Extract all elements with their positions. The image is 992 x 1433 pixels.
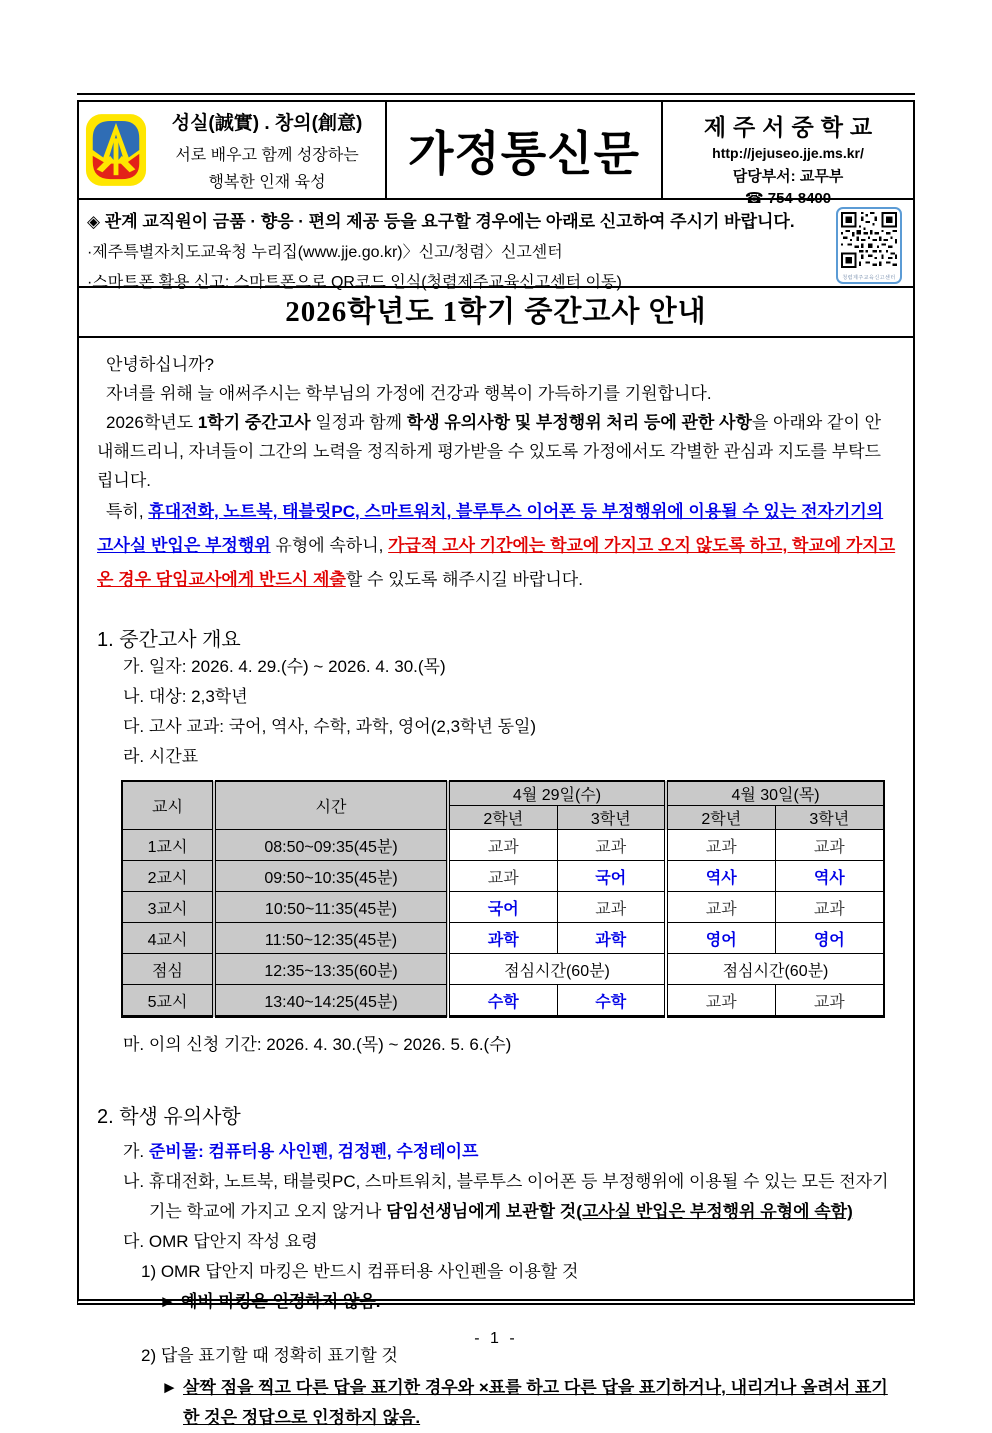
newsletter-page (77, 93, 915, 1427)
table-row (122, 892, 884, 923)
qr-caption: 청렴제주교육신고센터 (842, 275, 896, 281)
table-header-row (122, 781, 884, 806)
col-header-day2: 4월 30일(목) (666, 781, 884, 806)
intro-paragraph (97, 408, 897, 495)
timetable-cell: 점심시간(60분) (448, 954, 666, 985)
timetable-cell: 과학 (448, 923, 557, 954)
timetable-cell: 1교시 (122, 830, 214, 861)
report-notice-line-3: ·스마트폰 활용 신고: 스마트폰으로 QR코드 인식(청렴제주교육신고센터 이동) (87, 274, 622, 291)
warning-seg-4: 가급적 고사 기간에는 학교에 가지고 오지 않도록 하고, 학교에 가지고 온 경우 담임교사에게 반드시 제출 (97, 536, 896, 589)
warning-seg-3: 유형에 속하니, (270, 536, 389, 555)
document-title: 2026학년도 1학기 중간고사 안내 (77, 288, 915, 338)
timetable-cell: 교과 (666, 892, 775, 923)
intro-seg-4: 학생 유의사항 및 부정행위 처리 등에 관한 사항 (406, 413, 752, 432)
table-row (122, 861, 884, 892)
school-logo-icon (85, 113, 147, 187)
omr-note-2-text: 살짝 점을 찍고 다른 답을 표기한 경우와 ×표를 하고 다른 답을 표기하거나, 내리거나 올려서 표기한 것은 정답으로 인정하지 않음. (183, 1378, 888, 1427)
table-row (122, 985, 884, 1017)
omr-note-2 (97, 1373, 897, 1433)
table-row (122, 923, 884, 954)
exam-timetable (121, 780, 885, 1018)
timetable-cell: 과학 (557, 923, 666, 954)
motto-line-3: 행복한 인재 육성 (208, 174, 326, 191)
school-name: 제주서중학교 (703, 114, 880, 140)
col-header-period: 교시 (122, 781, 214, 830)
timetable-cell: 11:50~12:35(45분) (214, 923, 448, 954)
devices-seg-2: 담임선생님에게 보관할 것 (386, 1202, 577, 1221)
header-left-cell (79, 102, 387, 198)
timetable-cell: 교과 (775, 892, 884, 923)
section-2-item-devices (97, 1167, 897, 1227)
report-notice-line-2: ·제주특별자치도교육청 누리집(www.jje.go.kr)〉신고/청렴〉신고센터 (87, 244, 563, 261)
section-1-item-target: 나. 대상: 2,3학년 (123, 687, 248, 706)
table-row-lunch (122, 954, 884, 985)
phone-number: ☎ 754-8400 (744, 190, 832, 207)
header-right-cell (663, 102, 913, 207)
supplies-text: 준비물: 컴퓨터용 사인펜, 검정펜, 수정테이프 (148, 1142, 479, 1161)
greeting: 안녕하십니까? (106, 355, 214, 374)
main-content (77, 338, 915, 1427)
section-1-heading: 1. 중간고사 개요 (97, 629, 241, 651)
intro-seg-5: 을 아래와 같이 안내해드리니, 자녀들이 그간의 노력을 정직하게 평가받을 수 있도록 가정에서도 각별한 관심과 지도를 부탁드립니다. (97, 413, 882, 490)
section-1-item-objection: 마. 이의 신청 기간: 2026. 4. 30.(목) ~ 2026. 5. 6.(수) (123, 1035, 512, 1054)
department-label: 담당부서: 교무부 (732, 168, 844, 185)
section-2-item-supplies (97, 1137, 897, 1167)
col-header-grade2: 2학년 (666, 806, 775, 830)
item-ga-prefix: 가. (123, 1142, 149, 1161)
timetable-cell: 08:50~09:35(45분) (214, 830, 448, 861)
timetable-cell: 역사 (666, 861, 775, 892)
timetable-cell: 국어 (557, 861, 666, 892)
intro-blessing: 자녀를 위해 늘 애써주시는 학부님의 가정에 건강과 행복이 가득하기를 기원합니다. (106, 384, 712, 403)
intro-seg-2: 1학기 중간고사 (197, 413, 311, 432)
intro-seg-3: 일정과 함께 (310, 413, 407, 432)
warning-seg-5: 할 수 있도록 해주시길 바랍니다. (345, 570, 583, 589)
timetable-cell: 교과 (666, 985, 775, 1017)
table-row (122, 830, 884, 861)
timetable-cell: 교과 (775, 985, 884, 1017)
note-marker-icon: ► (159, 1292, 176, 1311)
timetable-cell: 10:50~11:35(45분) (214, 892, 448, 923)
section-1-item-timetable: 라. 시간표 (123, 747, 199, 766)
col-header-day1: 4월 29일(수) (448, 781, 666, 806)
timetable-cell: 영어 (666, 923, 775, 954)
timetable-cell: 역사 (775, 861, 884, 892)
timetable-cell: 교과 (775, 830, 884, 861)
warning-seg-2: 휴대전화, 노트북, 태블릿PC, 스마트워치, 블루투스 이어폰 등 부정행위에 이용될 수 있는 전자기기의 고사실 반입은 부정행위 (97, 502, 884, 555)
report-notice-text (87, 207, 831, 291)
timetable-cell: 12:35~13:35(60분) (214, 954, 448, 985)
newsletter-type-title: 가정통신문 (387, 102, 663, 198)
school-motto (153, 108, 385, 192)
col-header-grade3: 3학년 (775, 806, 884, 830)
section-2-heading: 2. 학생 유의사항 (97, 1106, 241, 1128)
col-header-time: 시간 (214, 781, 448, 830)
timetable-cell: 영어 (775, 923, 884, 954)
warning-seg-1: 특히, (106, 502, 149, 521)
timetable-cell: 교과 (557, 830, 666, 861)
timetable-cell: 2교시 (122, 861, 214, 892)
timetable-cell: 5교시 (122, 985, 214, 1017)
header (77, 100, 915, 207)
timetable-cell: 교과 (448, 861, 557, 892)
report-notice-box (77, 200, 915, 291)
timetable-cell: 수학 (557, 985, 666, 1017)
omr-sub-item-1: 1) OMR 답안지 마킹은 반드시 컴퓨터용 사인펜을 이용할 것 (141, 1262, 579, 1281)
qr-code-block (831, 207, 907, 282)
warning-paragraph (97, 495, 897, 597)
devices-seg-3: (고사실 반입은 부정행위 유형에 속함) (576, 1202, 853, 1221)
section-1-item-date: 가. 일자: 2026. 4. 29.(수) ~ 2026. 4. 30.(목) (123, 657, 446, 676)
motto-line-1: 성실(誠實) . 창의(創意) (171, 113, 363, 134)
qr-code-frame (836, 207, 902, 284)
timetable-cell: 4교시 (122, 923, 214, 954)
school-url: http://jejuseo.jje.ms.kr/ (712, 145, 864, 161)
timetable-cell: 3교시 (122, 892, 214, 923)
col-header-grade2: 2학년 (448, 806, 557, 830)
omr-note-1 (97, 1287, 897, 1317)
top-rule (77, 93, 915, 95)
omr-note-1-text: 예비 마킹은 인정하지 않음. (181, 1292, 381, 1311)
timetable-cell: 교과 (557, 892, 666, 923)
timetable-cell: 13:40~14:25(45분) (214, 985, 448, 1017)
section-1-item-subjects: 다. 고사 교과: 국어, 역사, 수학, 과학, 영어(2,3학년 동일) (123, 717, 537, 736)
qr-code-icon (841, 212, 897, 268)
note-marker-icon: ► (161, 1378, 178, 1397)
timetable-cell: 수학 (448, 985, 557, 1017)
timetable-cell: 점심 (122, 954, 214, 985)
timetable-cell: 점심시간(60분) (666, 954, 884, 985)
page-number: - 1 - (474, 1330, 518, 1347)
timetable-cell: 국어 (448, 892, 557, 923)
col-header-grade3: 3학년 (557, 806, 666, 830)
intro-seg-1: 2026학년도 (106, 413, 198, 432)
devices-seg-1: 나. 휴대전화, 노트북, 태블릿PC, 스마트워치, 블루투스 이어폰 등 부정행위에 이용될 수 있는 모든 전자기기는 학교에 가지고 오지 않거나 (123, 1172, 889, 1221)
motto-line-2: 서로 배우고 함께 성장하는 (175, 147, 359, 164)
timetable-cell: 교과 (666, 830, 775, 861)
report-notice-line-1: ◈ 관계 교직원이 금품 · 향응 · 편의 제공 등을 요구할 경우에는 아래로 신고하여 주시기 바랍니다. (87, 212, 795, 231)
timetable-cell: 교과 (448, 830, 557, 861)
timetable-cell: 09:50~10:35(45분) (214, 861, 448, 892)
section-2-item-omr: 다. OMR 답안지 작성 요령 (123, 1232, 318, 1251)
omr-sub-item-2: 2) 답을 표기할 때 정확히 표기할 것 (141, 1346, 398, 1365)
